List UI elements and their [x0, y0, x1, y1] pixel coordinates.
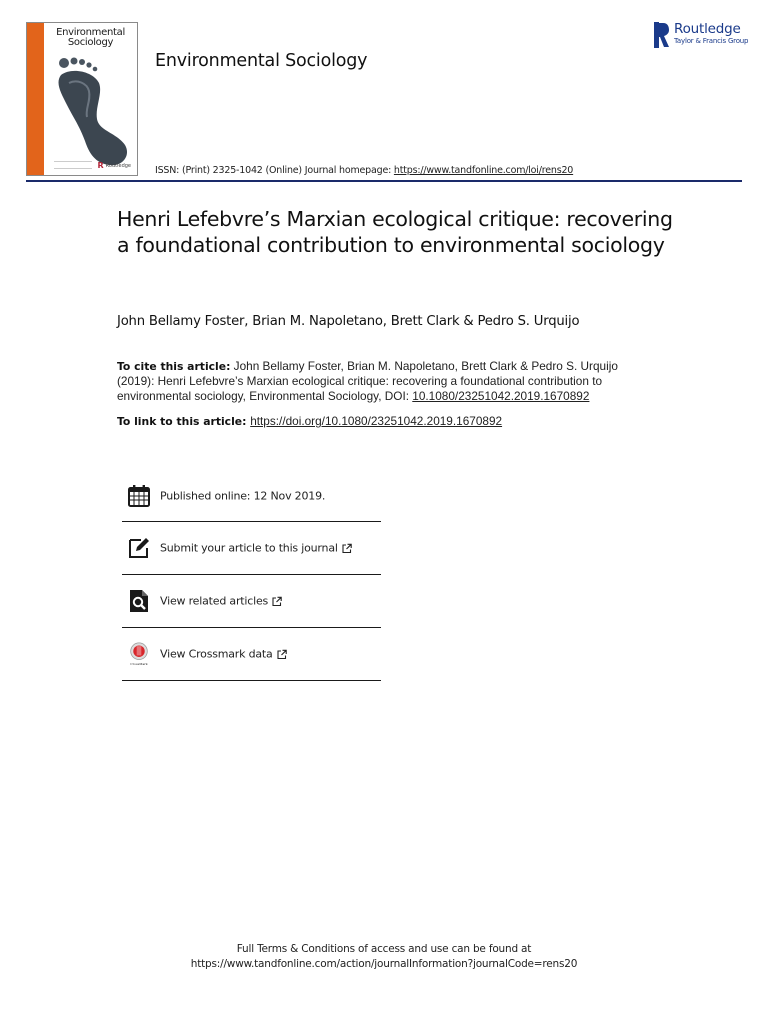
link-label: To link to this article: — [117, 415, 251, 428]
cover-spine — [27, 23, 44, 175]
crossmark-caption: CrossMark — [130, 662, 148, 666]
published-online-label: Published online: 12 Nov 2019. — [160, 489, 326, 502]
publisher-group: Taylor & Francis Group — [674, 37, 749, 45]
citation-block — [117, 359, 637, 404]
cover-title — [47, 28, 134, 48]
article-doi-link[interactable]: https://doi.org/10.1080/23251042.2019.1670892 — [250, 414, 503, 428]
external-link-icon — [272, 596, 282, 606]
crossmark-icon — [127, 642, 151, 666]
publisher-name: Routledge — [674, 21, 741, 37]
routledge-logo-icon — [654, 22, 670, 48]
article-actions-panel — [122, 470, 381, 681]
footprint-image — [51, 57, 135, 169]
cover-publisher-label: Routledge — [105, 162, 131, 169]
related-articles-row[interactable] — [122, 575, 381, 628]
publisher-logo[interactable] — [654, 22, 748, 48]
cite-doi-link[interactable]: 10.1080/23251042.2019.1670892 — [412, 389, 590, 403]
submit-article-label[interactable]: Submit your article to this journal — [160, 541, 338, 555]
crossmark-label[interactable]: View Crossmark data — [160, 647, 273, 661]
published-online-row — [122, 470, 381, 522]
issn-text: ISSN: (Print) 2325-1042 (Online) Journal homepage: — [155, 165, 394, 176]
article-title: Henri Lefebvre’s Marxian ecological critique: recovering a foundational contribution to environmental sociology — [117, 207, 673, 257]
cite-text: John Bellamy Foster, Brian M. Napoletano, Brett Clark & Pedro S. Urquijo (2019): Henri Lefebvre’s Marxian ecological critique: recovering a foundational contribution to environmental sociology, Environmental Sociology, DOI: — [117, 359, 618, 403]
issn-line — [155, 165, 573, 176]
external-link-icon — [277, 649, 287, 659]
cover-publisher-mark — [98, 161, 132, 170]
article-link-line — [117, 414, 502, 428]
calendar-icon — [127, 484, 151, 508]
crossmark-row[interactable] — [122, 628, 381, 681]
edit-icon — [127, 536, 151, 560]
cover-title-line1: Environmental — [56, 27, 125, 38]
submit-article-row[interactable] — [122, 522, 381, 575]
header-divider — [26, 180, 742, 182]
document-search-icon — [127, 589, 151, 613]
terms-text: Full Terms & Conditions of access and use can be found at — [236, 943, 532, 955]
related-articles-label[interactable]: View related articles — [160, 594, 269, 608]
cite-label: To cite this article: — [117, 360, 231, 373]
terms-footer — [0, 942, 768, 972]
external-link-icon — [342, 543, 352, 553]
cover-title-line2: Sociology — [67, 37, 114, 48]
routledge-r-icon: R — [97, 161, 104, 170]
cover-fine-print — [54, 161, 92, 169]
journal-cover-thumbnail[interactable] — [26, 22, 138, 176]
journal-name: Environmental Sociology — [155, 51, 368, 71]
terms-url[interactable]: https://www.tandfonline.com/action/journalInformation?journalCode=rens20 — [190, 958, 578, 970]
journal-homepage-link[interactable]: https://www.tandfonline.com/loi/rens20 — [393, 165, 574, 176]
article-authors: John Bellamy Foster, Brian M. Napoletano, Brett Clark & Pedro S. Urquijo — [117, 314, 580, 329]
